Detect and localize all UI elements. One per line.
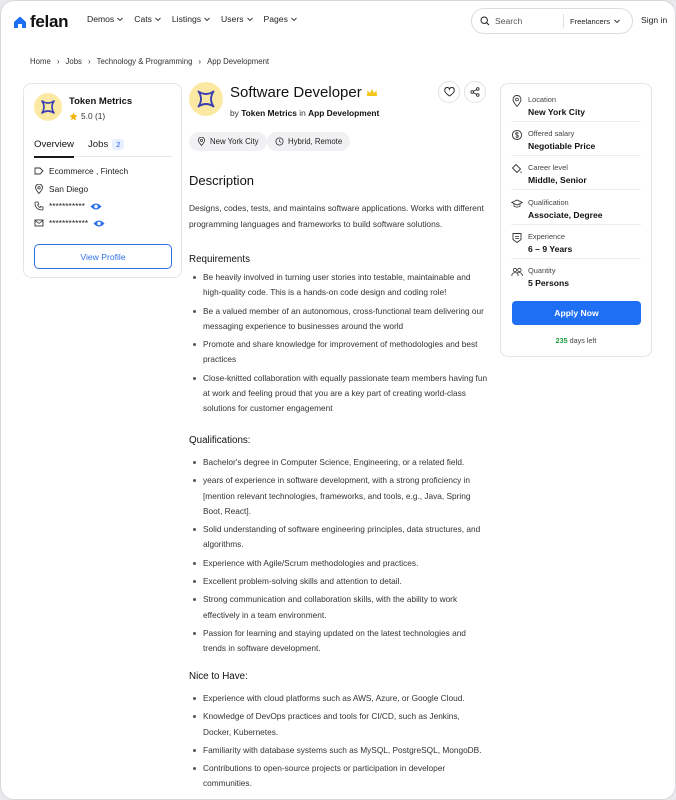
breadcrumb-category[interactable]: Technology & Programming — [96, 57, 193, 66]
days-left — [501, 336, 651, 345]
paint-bucket-icon — [511, 163, 523, 175]
search-bar — [471, 8, 633, 34]
overview-value: Middle, Senior — [528, 175, 587, 185]
chevron-down-icon — [613, 17, 621, 25]
location-pin-icon — [197, 137, 206, 146]
overview-value: Associate, Degree — [528, 210, 603, 220]
job-company-link[interactable]: Token Metrics — [241, 108, 297, 118]
nice-to-have-heading: Nice to Have: — [189, 671, 248, 682]
location-pin-icon — [34, 184, 44, 194]
list-item: Be a valued member of an autonomous, cross-functional team delivering our messaging experience to businesses around the world — [189, 304, 489, 335]
qualifications-list — [189, 455, 489, 660]
mail-icon — [34, 218, 44, 228]
job-category-link[interactable]: App Development — [308, 108, 380, 118]
list-item: Knowledge of DevOps practices and tools for CI/CD, such as Jenkins, Docker, Kubernetes. — [189, 709, 489, 740]
nav-users[interactable] — [221, 14, 253, 24]
nav-label: Cats — [134, 14, 152, 24]
eye-icon[interactable] — [90, 202, 102, 211]
breadcrumb — [30, 57, 269, 66]
overview-value: Negotiable Price — [528, 141, 596, 151]
list-item: Experience with Agile/Scrum methodologies and practices. — [189, 556, 489, 571]
overview-label: Experience — [528, 232, 565, 241]
tab-label: Overview — [34, 139, 74, 150]
chevron-down-icon — [290, 15, 298, 23]
share-button[interactable] — [464, 81, 486, 103]
overview-label: Quantity — [528, 266, 556, 275]
days-left-number: 235 — [555, 336, 568, 345]
heart-icon — [444, 87, 455, 97]
nice-to-have-list — [189, 691, 489, 795]
nav-label: Pages — [263, 14, 288, 24]
money-icon — [511, 129, 523, 141]
list-item: Excellent problem-solving skills and attention to detail. — [189, 574, 489, 589]
divider — [511, 189, 641, 190]
star-icon — [69, 112, 78, 121]
chevron-right-icon: › — [198, 57, 202, 66]
overview-label: Location — [528, 95, 556, 104]
share-icon — [470, 87, 480, 97]
breadcrumb-home[interactable]: Home — [30, 57, 51, 66]
rating-value: 5.0 (1) — [81, 111, 106, 121]
chevron-down-icon — [116, 15, 124, 23]
chevron-down-icon — [203, 15, 211, 23]
brand-logo[interactable] — [13, 12, 68, 32]
overview-label: Qualification — [528, 198, 569, 207]
apply-now-button[interactable]: Apply Now — [512, 301, 641, 325]
chevron-down-icon — [154, 15, 162, 23]
company-industry — [34, 166, 128, 176]
search-icon[interactable] — [480, 16, 490, 26]
nav-label: Demos — [87, 14, 115, 24]
graduation-cap-icon — [511, 198, 523, 210]
nav-label: Listings — [171, 14, 202, 24]
overview-label: Offered salary — [528, 129, 575, 138]
job-in: in — [299, 108, 306, 118]
description-heading: Description — [189, 173, 255, 188]
breadcrumb-jobs[interactable]: Jobs — [65, 57, 82, 66]
company-phone — [34, 201, 102, 211]
search-divider — [563, 14, 564, 28]
tab-label: Jobs — [87, 139, 109, 150]
job-title: Software Developer — [230, 84, 362, 101]
top-header — [1, 1, 675, 41]
list-item: Experience with cloud platforms such as AWS, Azure, or Google Cloud. — [189, 691, 489, 706]
jobs-count-badge: 2 — [112, 139, 124, 150]
company-logo[interactable] — [34, 93, 62, 121]
nav-cats[interactable] — [134, 14, 162, 24]
email-masked: ************ — [49, 218, 89, 228]
list-item: Bachelor's degree in Computer Science, Engineering, or a related field. — [189, 455, 489, 470]
location-pin-icon — [511, 95, 523, 107]
job-company-logo — [189, 82, 223, 116]
company-tabs — [34, 139, 172, 157]
requirements-list — [189, 270, 489, 420]
list-item: Contributions to open-source projects or participation in developer communities. — [189, 761, 489, 792]
nav-listings[interactable] — [172, 14, 211, 24]
company-rating — [69, 111, 105, 121]
industry-text: Ecommerce , Fintech — [49, 166, 129, 176]
requirements-heading: Requirements — [189, 254, 250, 265]
company-logo-icon — [40, 99, 56, 115]
list-item: Passion for learning and staying updated on the latest technologies and trends in software development. — [189, 626, 489, 657]
chip-label: Hybrid, Remote — [288, 137, 343, 146]
breadcrumb-current: App Development — [207, 57, 270, 66]
search-input[interactable] — [495, 16, 561, 26]
phone-masked: *********** — [49, 201, 85, 211]
nav-label: Users — [221, 14, 244, 24]
favorite-button[interactable] — [438, 81, 460, 103]
chevron-right-icon: › — [56, 57, 60, 66]
job-subtitle — [230, 108, 379, 118]
badge-icon — [511, 232, 523, 244]
tab-overview[interactable] — [34, 139, 74, 157]
company-card — [23, 83, 182, 278]
description-text: Designs, codes, tests, and maintains software applications. Works with different programming languages and frameworks to build software solutions. — [189, 203, 484, 229]
days-left-text: days left — [569, 336, 597, 345]
list-item: Close-knitted collaboration with equally passionate team members having fun at work and feeling proud that you are a key part of creating world-class solutions for customer engagement — [189, 371, 489, 417]
job-by: by — [230, 108, 239, 118]
company-location — [34, 184, 88, 194]
qualifications-heading: Qualifications: — [189, 435, 251, 446]
company-email — [34, 218, 105, 228]
location-text: San Diego — [49, 184, 89, 194]
chip-label: New York City — [210, 137, 259, 146]
divider — [511, 121, 641, 122]
divider — [511, 258, 641, 259]
chevron-down-icon — [246, 15, 254, 23]
search-category-select[interactable] — [570, 17, 621, 26]
overview-value: New York City — [528, 107, 585, 117]
list-item: Familiarity with database systems such as MySQL, PostgreSQL, MongoDB. — [189, 743, 489, 758]
job-overview-card — [500, 83, 652, 357]
job-title-row — [230, 84, 378, 101]
main-nav — [87, 14, 298, 24]
overview-label: Career level — [528, 163, 568, 172]
list-item: years of experience in software development, with a strong proficiency in [mention relevant technologies, frameworks, and tools, e.g., Java, Spring Boot, React]. — [189, 473, 489, 519]
house-logo-icon — [13, 15, 27, 29]
overview-value: 6 – 9 Years — [528, 244, 573, 254]
divider — [511, 224, 641, 225]
crown-icon — [366, 88, 378, 98]
location-chip[interactable] — [189, 132, 267, 151]
users-icon — [511, 266, 523, 278]
nav-demos[interactable] — [87, 14, 124, 24]
phone-icon — [34, 201, 44, 211]
tab-jobs[interactable] — [88, 139, 125, 157]
job-type-chip[interactable] — [267, 132, 350, 151]
search-category-label: Freelancers — [570, 16, 611, 26]
sign-in-link[interactable]: Sign in — [641, 15, 668, 25]
view-profile-button[interactable]: View Profile — [34, 244, 172, 269]
company-name[interactable]: Token Metrics — [69, 96, 133, 107]
company-logo-icon — [196, 89, 216, 109]
brand-name: felan — [30, 12, 69, 31]
list-item: Be heavily involved in turning user stories into testable, maintainable and high-quality code. This is a hands-on code design and coding role! — [189, 270, 489, 301]
divider — [511, 155, 641, 156]
list-item: Solid understanding of software engineering principles, data structures, and algorithms. — [189, 522, 489, 553]
eye-icon[interactable] — [93, 219, 105, 228]
clock-icon — [275, 137, 284, 146]
list-item: Promote and share knowledge for improvement of methodologies and best practices — [189, 337, 489, 368]
nav-pages[interactable] — [264, 14, 298, 24]
list-item: Strong communication and collaboration skills, with the ability to work effectively in a team environment. — [189, 592, 489, 623]
tag-icon — [34, 166, 44, 176]
chevron-right-icon: › — [87, 57, 91, 66]
overview-value: 5 Persons — [528, 278, 570, 288]
